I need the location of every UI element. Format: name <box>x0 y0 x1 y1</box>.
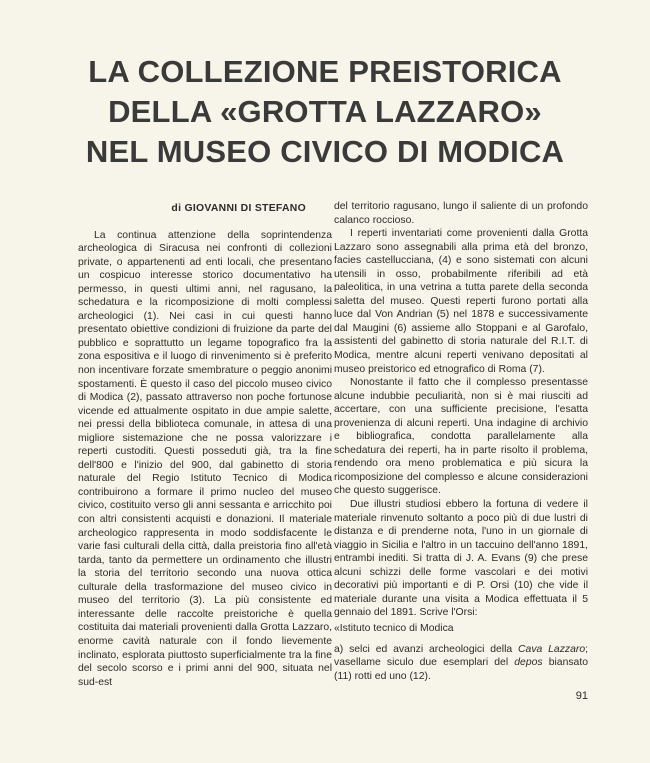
quote-item-italic: Cava Lazzaro <box>518 643 586 655</box>
article-title <box>24 52 626 172</box>
quote-line: «Istituto tecnico di Modica <box>334 622 454 634</box>
left-column <box>78 202 332 689</box>
quote-item-text: ; vasellame siculo due esemplari del <box>334 643 588 669</box>
paragraph-continuation: del territorio ragusano, lungo il saliente di un profondo calanco roccioso. <box>334 201 588 226</box>
paragraph: La continua attenzione della soprintendenza archeologica di Siracusa nei confronti di collezioni private, o appartenenti ad enti locali, che presentano un cospicuo interesse storico documentativo ha permesso, in questi ultimi anni, nel ragusano, la schedatura e la ricomposizione di molti complessi archeologici (1). Nei casi in cui questi hanno presentato obiettive condizioni di fruizione da parte del pubblico e soprattutto un legame topografico fra la zona espositiva e il luogo di rinvenimento si è preferito non incentivare forzate smembrature o peggio anonimi spostamenti. È questo il caso del piccolo museo civico di Modica (2), passato attraverso non poche fortunose vicende ed attualmente ospitato in due ampie salette, nei pressi della biblioteca comunale, in attesa di una migliore sistemazione che ne possa valorizzare i reperti custoditi. Questi posseduti già, tra la fine dell'800 e l'inizio del 900, dal gabinetto di storia naturale del Regio Istituto Tecnico di Modica contribuirono a formare il primo nucleo del museo civico, costituito verso gli anni sessanta e arricchito poi con altri consistenti acquisti e donazioni. Il materiale archeologico rappresenta in modo soddisfacente le varie fasi culturali della città, dalla preistoria fino all'età tarda, tanto da permettere un ordinamento che illustri la storia del territorio secondo una nuova ottica culturale della trasformazione del museo civico in museo del territorio (3). La più consistente ed interessante delle raccolte preistoriche è quella costituita dai materiali provenienti dalla Grotta Lazzaro, enorme cavità naturale con il fondo lievemente inclinato, esplorata piuttosto superficialmente tra la fine del secolo scorso e i primi anni del 900, situata nel sud-est <box>78 229 332 688</box>
title-line-1: LA COLLEZIONE PREISTORICA <box>88 54 562 89</box>
author-byline: di GIOVANNI DI STEFANO <box>171 203 306 214</box>
quote-item-text: a) selci ed avanzi archeologici della <box>334 643 519 655</box>
quote-item-a <box>334 643 588 684</box>
title-line-3: NEL MUSEO CIVICO DI MODICA <box>85 134 565 169</box>
quote-item-text: biansato (11) rotti ed uno (12). <box>334 657 588 682</box>
quote-item-italic: depos <box>514 657 543 669</box>
title-line-2: DELLA «GROTTA LAZZARO» <box>108 94 542 129</box>
paragraph: I reperti inventariati come provenienti dalla Grotta Lazzaro sono assegnabili alla prima età del bronzo, facies castellucciana, (4) e sono sistemati con alcuni utensili in osso, probabilmente riferibili ad età paleolitica, in una vetrina a tutta parete della seconda saletta del museo. Questi reperti furono portati alla luce dal Von Andrian (5) nel 1878 e successivamente dal Maugini (6) assieme allo Stoppani e al Garofalo, assistenti del gabinetto di storia naturale del R.I.T. di Modica, mentre alcuni reperti venivano depositati al museo preistorico ed etnografico di Roma (7). <box>334 228 588 375</box>
right-column <box>334 200 588 683</box>
page-number: 91 <box>575 690 588 702</box>
paragraph: Nonostante il fatto che il complesso presentasse alcune indubbie peculiarità, non si è mai riusciti ad accertare, con una sufficiente precisione, l'esatta provenienza di alcuni reperti. Una indagine di archivio e bibliografica, condotta parallelamente alla schedatura dei reperti, ha in parte risolto il problema, rendendo ora meno problematica e più sicura la ricomposizione del complesso e alcune considerazioni che questo suggerisce. <box>334 377 588 497</box>
paragraph: Due illustri studiosi ebbero la fortuna di vedere il materiale rinvenuto soltanto a poco più di due lustri di distanza e di prenderne nota, l'uno in un giornale di viaggio in Sicilia e l'altro in un taccuino dell'anno 1891, entrambi inediti. Si tratta di J. A. Evans (9) che prese alcuni schizzi delle forme vascolari e dei motivi decorativi più importanti e di P. Orsi (10) che vide il materiale durante una visita a Modica effettuata il 5 gennaio del 1891. Scrive l'Orsi: <box>334 499 588 619</box>
